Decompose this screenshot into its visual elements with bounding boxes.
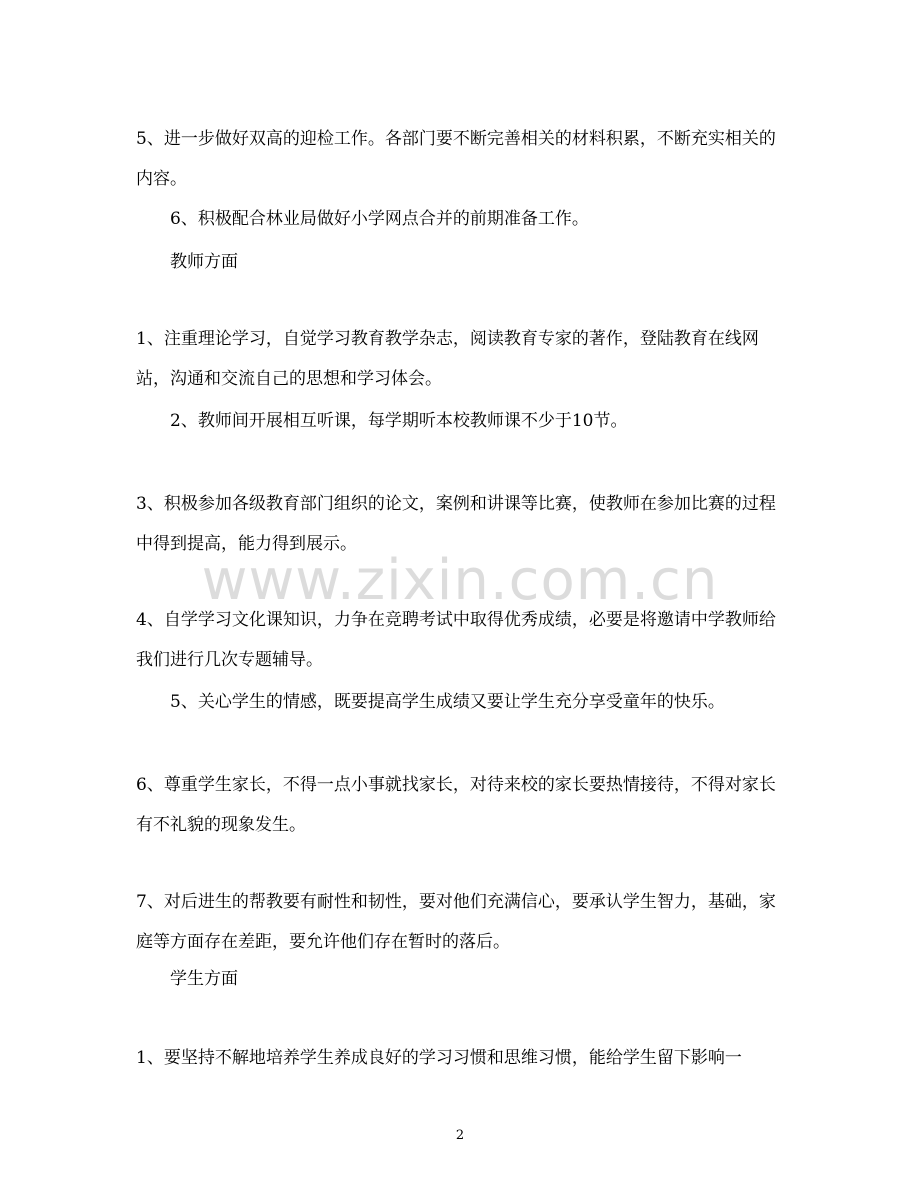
paragraph-teacher-item-7: 7、对后进生的帮教要有耐性和韧性，要对他们充满信心，要承认学生智力，基础，家庭等方面存在差距，要允许他们存在暂时的落后。 bbox=[136, 892, 776, 952]
paragraph-teacher-item-1: 1、注重理论学习，自觉学习教育教学杂志，阅读教育专家的著作，登陆教育在线网站，沟通和交流自己的思想和学习体会。 bbox=[136, 329, 759, 389]
page-number: 2 bbox=[455, 1128, 465, 1143]
paragraph-school-item-6: 6、积极配合林业局做好小学网点合并的前期准备工作。 bbox=[170, 209, 589, 229]
paragraph-teacher-item-6: 6、尊重学生家长，不得一点小事就找家长，对待来校的家长要热情接待，不得对家长有不礼貌的现象发生。 bbox=[136, 775, 776, 835]
section-heading-students: 学生方面 bbox=[170, 969, 238, 989]
paragraph-school-item-5: 5、进一步做好双高的迎检工作。各部门要不断完善相关的材料积累，不断充实相关的内容。 bbox=[136, 129, 776, 189]
section-heading-teachers: 教师方面 bbox=[170, 252, 238, 272]
paragraph-teacher-item-4: 4、自学学习文化课知识，力争在竞聘考试中取得优秀成绩，必要是将邀请中学教师给我们进行几次专题辅导。 bbox=[136, 610, 776, 670]
paragraph-teacher-item-3: 3、积极参加各级教育部门组织的论文，案例和讲课等比赛，使教师在参加比赛的过程中得到提高，能力得到展示。 bbox=[136, 494, 776, 554]
paragraph-teacher-item-5: 5、关心学生的情感，既要提高学生成绩又要让学生充分享受童年的快乐。 bbox=[170, 692, 725, 712]
watermark: www.zixin.com.cn bbox=[201, 548, 719, 613]
paragraph-teacher-item-2: 2、教师间开展相互听课，每学期听本校教师课不少于10节。 bbox=[170, 411, 628, 431]
paragraph-student-item-1: 1、要坚持不解地培养学生养成良好的学习习惯和思维习惯，能给学生留下影响一 bbox=[136, 1048, 742, 1068]
